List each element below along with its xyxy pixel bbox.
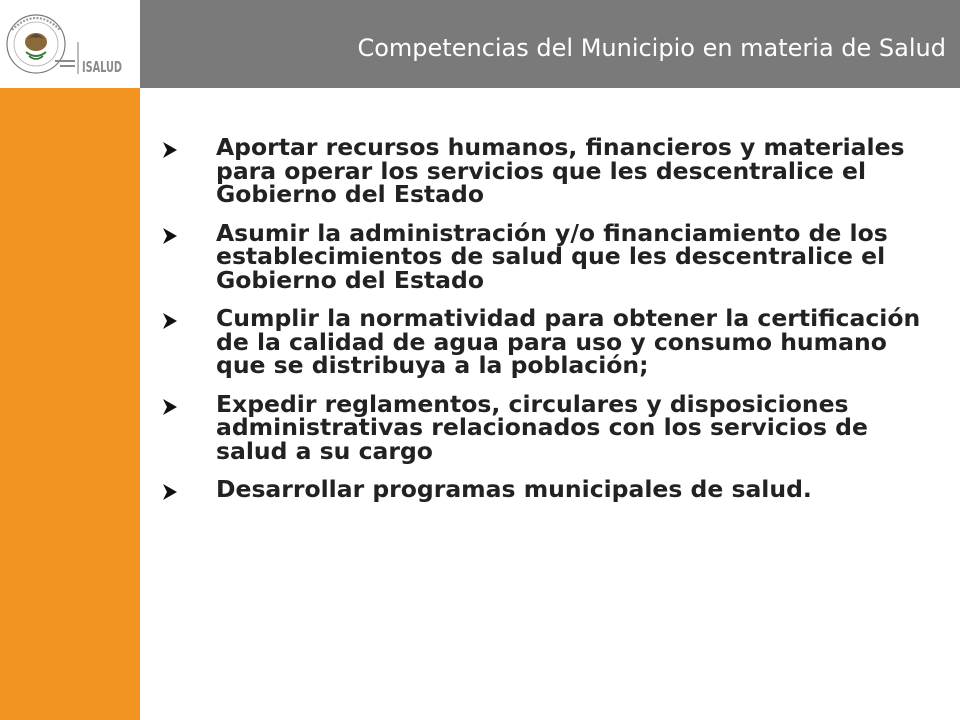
list-item xyxy=(162,389,922,465)
government-logo xyxy=(0,0,140,88)
arrowhead-bullet-icon xyxy=(162,136,216,162)
arrowhead-bullet-icon xyxy=(162,393,216,419)
list-item xyxy=(162,133,922,208)
bullet-text: Aportar recursos humanos, financieros y materiales para operar los servicios que les descentralice el Gobierno del Estado xyxy=(216,133,905,208)
bullet-list xyxy=(162,133,922,519)
arrowhead-bullet-icon xyxy=(162,222,216,248)
page-title: Competencias del Municipio en materia de Salud xyxy=(357,34,946,62)
header-bar xyxy=(140,0,960,88)
bullet-text: Desarrollar programas municipales de salud. xyxy=(216,475,812,503)
list-item xyxy=(162,475,922,504)
brand-text: ISALUD xyxy=(82,58,122,76)
bullet-text: Expedir reglamentos, circulares y disposiciones administrativas relacionados con los servicios de salud a su cargo xyxy=(216,389,868,465)
bullet-text: Asumir la administración y/o financiamiento de los establecimientos de salud que les descentralice el Gobierno del Estado xyxy=(216,218,888,294)
orange-sidebar xyxy=(0,0,140,720)
logo-panel xyxy=(0,0,140,88)
list-item xyxy=(162,304,922,379)
list-item xyxy=(162,218,922,294)
arrowhead-bullet-icon xyxy=(162,478,216,504)
bullet-text: Cumplir la normatividad para obtener la certificación de la calidad de agua para uso y consumo humano que se distribuya a la población; xyxy=(216,304,921,379)
arrowhead-bullet-icon xyxy=(162,307,216,333)
